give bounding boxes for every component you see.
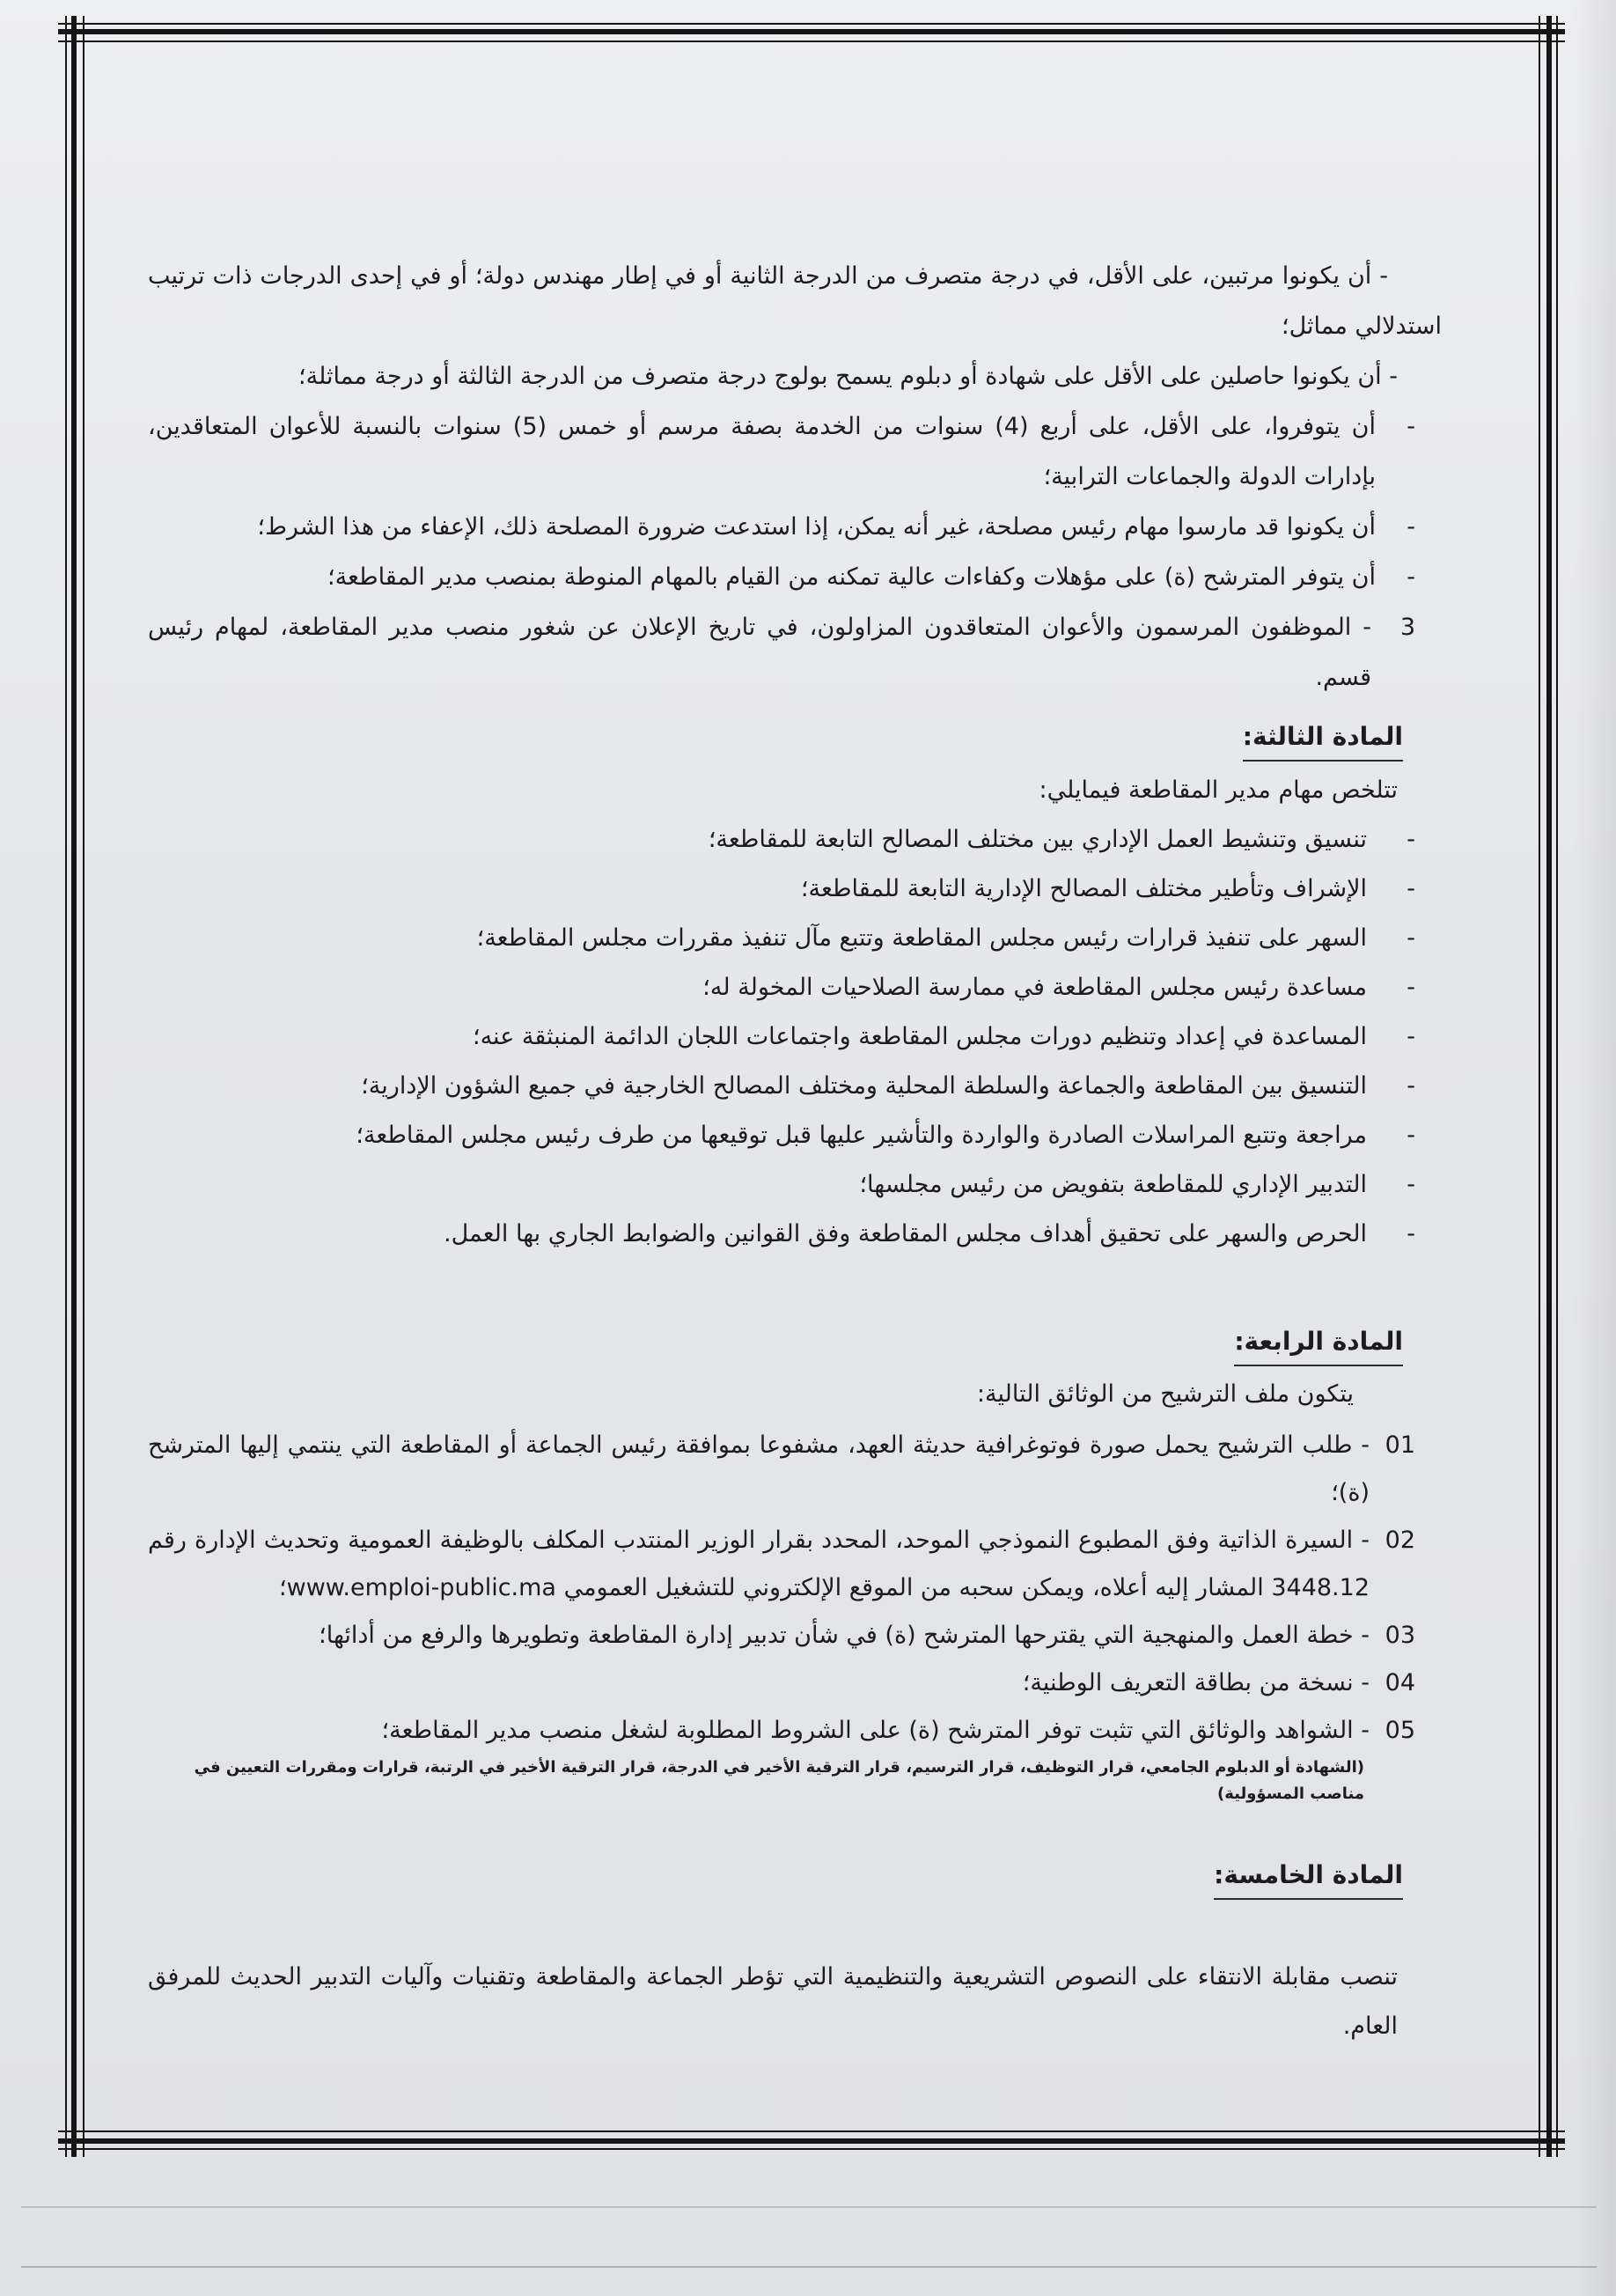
condition-item: - أن يكونوا مرتبين، على الأقل، في درجة متصرف من الدرجة الثانية أو في إطار مهندس دولة؛ أو في إحدى الدرجات ذات ترتيب استدلالي مماثل؛ bbox=[148, 262, 1442, 340]
scan-page-edge bbox=[1574, 0, 1616, 2296]
bullet-dash: - bbox=[1407, 924, 1415, 952]
document-body bbox=[148, 251, 1442, 2051]
document-item bbox=[148, 1517, 1415, 1612]
application-documents-list bbox=[148, 1422, 1415, 1807]
item-number: 04 bbox=[1385, 1669, 1415, 1696]
duty-item bbox=[148, 963, 1415, 1012]
duty-item bbox=[148, 1160, 1415, 1210]
document-item bbox=[148, 1612, 1415, 1659]
duty-text: مساعدة رئيس مجلس المقاطعة في ممارسة الصلاحيات المخولة له؛ bbox=[702, 974, 1367, 1001]
bullet-dash: - bbox=[1407, 974, 1415, 1001]
bullet-dash: - bbox=[1407, 1220, 1415, 1247]
item-number: 02 bbox=[1385, 1527, 1415, 1554]
scan-edge-line bbox=[21, 2266, 1597, 2268]
duty-text: السهر على تنفيذ قرارات رئيس مجلس المقاطعة وتتبع مآل تنفيذ مقررات مجلس المقاطعة؛ bbox=[476, 924, 1367, 952]
bullet-dash: - bbox=[1407, 1072, 1415, 1100]
condition-text: أن يتوفروا، على الأقل، على أربع (4) سنوات من الخدمة بصفة مرسم أو خمس (5) سنوات بالنسبة للأعوان المتعاقدين، بإدارات الدولة والجماعات الترابية؛ bbox=[148, 413, 1376, 490]
duty-item bbox=[148, 1210, 1415, 1259]
duty-text: الحرص والسهر على تحقيق أهداف مجلس المقاطعة وفق القوانين والضوابط الجاري بها العمل. bbox=[444, 1220, 1367, 1247]
condition-item bbox=[148, 502, 1415, 552]
bullet-dash: - bbox=[1407, 875, 1415, 902]
article-3-heading: المادة الثالثة: bbox=[1243, 718, 1403, 762]
condition-item bbox=[148, 552, 1415, 602]
condition-item bbox=[148, 401, 1415, 502]
bullet-dash: - bbox=[1407, 563, 1415, 591]
condition-text: أن يكونوا قد مارسوا مهام رئيس مصلحة، غير أنه يمكن، إذا استدعت ضرورة المصلحة ذلك، الإعفاء من هذا الشرط؛ bbox=[257, 513, 1376, 541]
duty-text: تنسيق وتنشيط العمل الإداري بين مختلف المصالح التابعة للمقاطعة؛ bbox=[708, 826, 1367, 853]
document-text: - خطة العمل والمنهجية التي يقترحها المترشح (ة) في شأن تدبير إدارة المقاطعة وتطويرها والرفع من أدائها؛ bbox=[319, 1622, 1370, 1649]
item-number: 03 bbox=[1385, 1622, 1415, 1649]
duty-text: الإشراف وتأطير مختلف المصالح الإدارية التابعة للمقاطعة؛ bbox=[800, 875, 1367, 902]
document-item bbox=[148, 1707, 1415, 1755]
document-text: - الشواهد والوثائق التي تثبت توفر المترشح (ة) على الشروط المطلوبة لشغل منصب مدير المقاطعة؛ bbox=[381, 1717, 1370, 1744]
bullet-dash: - bbox=[1407, 1122, 1415, 1149]
director-duties-list bbox=[148, 815, 1415, 1259]
duty-text: المساعدة في إعداد وتنظيم دورات مجلس المقاطعة واجتماعات اللجان الدائمة المنبثقة عنه؛ bbox=[472, 1023, 1367, 1050]
duty-text: مراجعة وتتبع المراسلات الصادرة والواردة والتأشير عليها قبل توقيعها من طرف رئيس مجلس المقاطعة؛ bbox=[356, 1122, 1367, 1149]
article-5-text: تنصب مقابلة الانتقاء على النصوص التشريعية والتنظيمية التي تؤطر الجماعة والمقاطعة وتقنيات وآليات التدبير الحديث للمرفق العام. bbox=[148, 1963, 1398, 2040]
article-3-intro: تتلخص مهام مدير المقاطعة فيمايلي: bbox=[1039, 776, 1398, 804]
article-4-intro: يتكون ملف الترشيح من الوثائق التالية: bbox=[976, 1380, 1354, 1408]
duty-item bbox=[148, 914, 1415, 963]
document-text: - نسخة من بطاقة التعريف الوطنية؛ bbox=[1022, 1669, 1370, 1696]
condition-text: أن يتوفر المترشح (ة) على مؤهلات وكفاءات عالية تمكنه من القيام بالمهام المنوطة بمنصب مدير المقاطعة؛ bbox=[327, 563, 1376, 591]
bullet-dash: - bbox=[1407, 826, 1415, 853]
candidate-category-item bbox=[148, 602, 1415, 703]
document-text: - طلب الترشيح يحمل صورة فوتوغرافية حديثة العهد، مشفوعا بموافقة رئيس الجماعة أو المقاطعة التي ينتمي إليها المترشح (ة)؛ bbox=[148, 1431, 1370, 1506]
bullet-dash: - bbox=[1407, 1171, 1415, 1198]
scan-edge-line bbox=[21, 2206, 1597, 2208]
duty-text: التنسيق بين المقاطعة والجماعة والسلطة المحلية ومختلف المصالح الخارجية في جميع الشؤون الإدارية؛ bbox=[361, 1072, 1367, 1100]
duty-item bbox=[148, 865, 1415, 914]
article-4-heading: المادة الرابعة: bbox=[1234, 1322, 1403, 1366]
condition-item: - أن يكونوا حاصلين على الأقل على شهادة أو دبلوم يسمح بولوج درجة متصرف من الدرجة الثالثة أو درجة مماثلة؛ bbox=[298, 363, 1398, 390]
category-text: - الموظفون المرسمون والأعوان المتعاقدون المزاولون، في تاريخ الإعلان عن شغور منصب مدير المقاطعة، لمهام رئيس قسم. bbox=[148, 614, 1371, 691]
item-number: 3 bbox=[1399, 614, 1415, 641]
article-5-heading: المادة الخامسة: bbox=[1214, 1856, 1403, 1900]
duty-item bbox=[148, 1062, 1415, 1111]
document-item bbox=[148, 1659, 1415, 1707]
bullet-dash: - bbox=[1407, 413, 1415, 440]
duty-item bbox=[148, 1012, 1415, 1062]
document-item bbox=[148, 1422, 1415, 1517]
item-number: 05 bbox=[1385, 1717, 1415, 1744]
eligibility-conditions bbox=[148, 251, 1442, 703]
duty-item bbox=[148, 1111, 1415, 1160]
bullet-dash: - bbox=[1407, 513, 1415, 541]
bullet-dash: - bbox=[1407, 1023, 1415, 1050]
item-number: 01 bbox=[1385, 1431, 1415, 1459]
documents-note: (الشهادة أو الدبلوم الجامعي، قرار التوظيف، قرار الترسيم، قرار الترقية الأخير في الدرجة، قرار الترقية الأخير في الرتبة، قرارات ومقررات التعيين في مناصب المسؤولية) bbox=[194, 1758, 1364, 1803]
document-text: - السيرة الذاتية وفق المطبوع النموذجي الموحد، المحدد بقرار الوزير المنتدب المكلف بالوظيفة العمومية وتحديث الإدارة رقم 3448.12 المشار إليه أعلاه، ويمكن سحبه من الموقع الإلكتروني للتشغيل العمومي www.emploi-public.ma؛ bbox=[148, 1527, 1370, 1601]
duty-text: التدبير الإداري للمقاطعة بتفويض من رئيس مجلسها؛ bbox=[859, 1171, 1367, 1198]
duty-item bbox=[148, 815, 1415, 865]
